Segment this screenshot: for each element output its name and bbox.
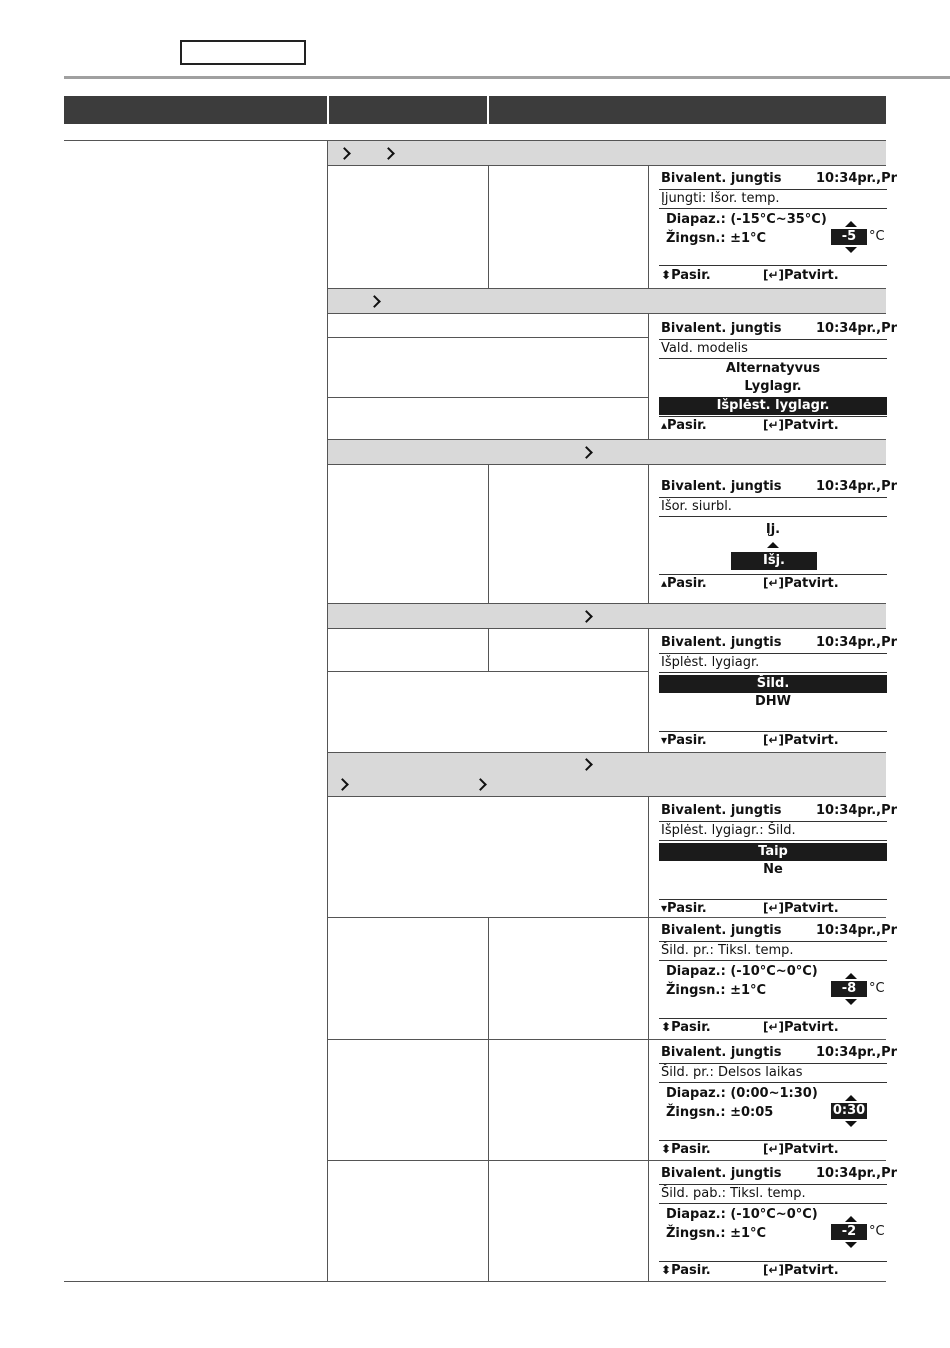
chevron-right-icon bbox=[474, 778, 487, 791]
header-label-box bbox=[180, 40, 306, 65]
arrow-down-icon[interactable] bbox=[845, 1242, 857, 1248]
up-arrow-icon: ▴ bbox=[661, 418, 668, 432]
row-rule bbox=[328, 1160, 886, 1161]
column-divider bbox=[648, 465, 649, 603]
enter-key-icon: [↵] bbox=[763, 733, 785, 747]
range-text: Diapaz.: (-15°C~35°C) bbox=[666, 212, 827, 227]
screen-title: Bivalent. jungtis bbox=[661, 923, 782, 938]
up-down-arrows-icon: ⬍ bbox=[661, 1020, 672, 1034]
column-divider bbox=[488, 629, 489, 671]
table-header-divider bbox=[487, 96, 489, 124]
screen-subtitle: Šild. pab.: Tiksl. temp. bbox=[661, 1186, 806, 1201]
screen-subtitle: Įjungti: Išor. temp. bbox=[661, 191, 780, 206]
table-header bbox=[64, 96, 886, 124]
step-text: Žingsn.: ±1°C bbox=[666, 1226, 767, 1241]
range-text: Diapaz.: (-10°C~0°C) bbox=[666, 964, 818, 979]
screen-subtitle: Šild. pr.: Tiksl. temp. bbox=[661, 943, 794, 958]
column-divider bbox=[648, 629, 649, 752]
enter-key-icon: [↵] bbox=[763, 1020, 785, 1034]
confirm-hint: Patvirt. bbox=[784, 1142, 839, 1157]
screen-time: 10:34pr.,Pr bbox=[816, 321, 898, 336]
arrow-down-icon[interactable] bbox=[845, 999, 857, 1005]
select-hint: Pasir. bbox=[667, 576, 707, 591]
confirm-hint: Patvirt. bbox=[784, 576, 839, 591]
select-hint: Pasir. bbox=[671, 1263, 711, 1278]
column-divider bbox=[648, 166, 649, 288]
screen-title: Bivalent. jungtis bbox=[661, 479, 782, 494]
range-text: Diapaz.: (0:00~1:30) bbox=[666, 1086, 818, 1101]
screen-time: 10:34pr.,Pr bbox=[816, 1166, 898, 1181]
arrow-up-icon[interactable] bbox=[845, 221, 857, 227]
controller-screen bbox=[659, 802, 898, 918]
select-hint: Pasir. bbox=[667, 901, 707, 916]
screen-title: Bivalent. jungtis bbox=[661, 321, 782, 336]
controller-screen bbox=[659, 634, 898, 750]
down-arrow-icon: ▾ bbox=[661, 733, 668, 747]
screen-time: 10:34pr.,Pr bbox=[816, 923, 898, 938]
column-divider bbox=[488, 917, 489, 1281]
screen-subtitle: Šild. pr.: Delsos laikas bbox=[661, 1065, 803, 1080]
cell-rule bbox=[328, 337, 648, 338]
up-down-arrows-icon: ⬍ bbox=[661, 268, 672, 282]
arrow-down-icon[interactable] bbox=[845, 247, 857, 253]
enter-key-icon: [↵] bbox=[763, 268, 785, 282]
enter-key-icon: [↵] bbox=[763, 901, 785, 915]
up-down-arrows-icon: ⬍ bbox=[661, 1142, 672, 1156]
chevron-right-icon bbox=[336, 778, 349, 791]
unit-label: °C bbox=[869, 1224, 885, 1239]
confirm-hint: Patvirt. bbox=[784, 418, 839, 433]
option-item[interactable]: Alternatyvus bbox=[725, 361, 821, 376]
screen-subtitle: Išor. siurbl. bbox=[661, 499, 732, 514]
arrow-up-icon bbox=[767, 542, 779, 548]
confirm-hint: Patvirt. bbox=[784, 901, 839, 916]
value-display[interactable]: -8 bbox=[831, 981, 867, 997]
table-bottom-rule bbox=[64, 1281, 886, 1282]
unit-label: °C bbox=[869, 229, 885, 244]
controller-screen bbox=[659, 1044, 898, 1160]
table-header-divider bbox=[327, 96, 329, 124]
option-item[interactable]: Ne bbox=[763, 862, 783, 877]
select-hint: Pasir. bbox=[671, 1142, 711, 1157]
step-text: Žingsn.: ±1°C bbox=[666, 231, 767, 246]
controller-screen bbox=[659, 170, 898, 286]
column-divider bbox=[488, 166, 489, 288]
chevron-right-icon bbox=[382, 147, 395, 160]
confirm-hint: Patvirt. bbox=[784, 733, 839, 748]
section-row bbox=[328, 140, 886, 166]
arrow-up-icon[interactable] bbox=[845, 1095, 857, 1101]
option-item[interactable]: Įj. bbox=[765, 522, 781, 537]
section-row bbox=[328, 752, 886, 797]
screen-title: Bivalent. jungtis bbox=[661, 803, 782, 818]
up-down-arrows-icon: ⬍ bbox=[661, 1263, 672, 1277]
screen-subtitle: Išplėst. lygiagr. bbox=[661, 655, 760, 670]
screen-title: Bivalent. jungtis bbox=[661, 635, 782, 650]
up-arrow-icon: ▴ bbox=[661, 576, 668, 590]
controller-screen bbox=[659, 478, 898, 596]
option-item[interactable]: Lyglagr. bbox=[744, 379, 802, 394]
value-display[interactable]: -5 bbox=[831, 229, 867, 245]
value-display[interactable]: 0:30 bbox=[832, 1103, 866, 1118]
option-item-selected[interactable]: Išj. bbox=[731, 552, 817, 570]
controller-screen bbox=[659, 1165, 898, 1281]
section-row bbox=[328, 603, 886, 629]
unit-label: °C bbox=[869, 981, 885, 996]
select-hint: Pasir. bbox=[671, 1020, 711, 1035]
down-arrow-icon: ▾ bbox=[661, 901, 668, 915]
select-hint: Pasir. bbox=[667, 733, 707, 748]
cell-rule bbox=[328, 671, 648, 672]
section-row bbox=[328, 439, 886, 465]
chevron-right-icon bbox=[338, 147, 351, 160]
arrow-up-icon[interactable] bbox=[845, 973, 857, 979]
chevron-right-icon bbox=[580, 758, 593, 771]
enter-key-icon: [↵] bbox=[763, 1263, 785, 1277]
controller-screen bbox=[659, 320, 898, 436]
enter-key-icon: [↵] bbox=[763, 418, 785, 432]
chevron-right-icon bbox=[580, 446, 593, 459]
row-rule bbox=[328, 1039, 886, 1040]
select-hint: Pasir. bbox=[667, 418, 707, 433]
option-item-selected[interactable]: Šild. bbox=[659, 675, 887, 693]
enter-key-icon: [↵] bbox=[763, 576, 785, 590]
value-display[interactable]: -2 bbox=[831, 1224, 867, 1240]
chevron-right-icon bbox=[580, 610, 593, 623]
controller-screen bbox=[659, 922, 898, 1038]
arrow-down-icon[interactable] bbox=[845, 1121, 857, 1127]
select-hint: Pasir. bbox=[671, 268, 711, 283]
screen-time: 10:34pr.,Pr bbox=[816, 171, 898, 186]
step-text: Žingsn.: ±0:05 bbox=[666, 1105, 774, 1120]
screen-time: 10:34pr.,Pr bbox=[816, 1045, 898, 1060]
chevron-right-icon bbox=[368, 295, 381, 308]
option-item-selected[interactable]: Taip bbox=[659, 843, 887, 861]
screen-title: Bivalent. jungtis bbox=[661, 171, 782, 186]
column-divider bbox=[488, 465, 489, 603]
confirm-hint: Patvirt. bbox=[784, 1020, 839, 1035]
confirm-hint: Patvirt. bbox=[784, 1263, 839, 1278]
range-text: Diapaz.: (-10°C~0°C) bbox=[666, 1207, 818, 1222]
confirm-hint: Patvirt. bbox=[784, 268, 839, 283]
option-item-selected[interactable]: Išplėst. lyglagr. bbox=[659, 397, 887, 415]
header-rule bbox=[64, 76, 950, 79]
cell-rule bbox=[328, 397, 648, 398]
screen-subtitle: Išplėst. lygiagr.: Šild. bbox=[661, 823, 796, 838]
screen-time: 10:34pr.,Pr bbox=[816, 479, 898, 494]
option-item[interactable]: DHW bbox=[754, 694, 791, 709]
step-text: Žingsn.: ±1°C bbox=[666, 983, 767, 998]
screen-time: 10:34pr.,Pr bbox=[816, 635, 898, 650]
arrow-up-icon[interactable] bbox=[845, 1216, 857, 1222]
screen-title: Bivalent. jungtis bbox=[661, 1045, 782, 1060]
enter-key-icon: [↵] bbox=[763, 1142, 785, 1156]
screen-title: Bivalent. jungtis bbox=[661, 1166, 782, 1181]
screen-time: 10:34pr.,Pr bbox=[816, 803, 898, 818]
screen-subtitle: Vald. modelis bbox=[661, 341, 748, 356]
column-divider bbox=[648, 314, 649, 439]
section-row bbox=[328, 288, 886, 314]
